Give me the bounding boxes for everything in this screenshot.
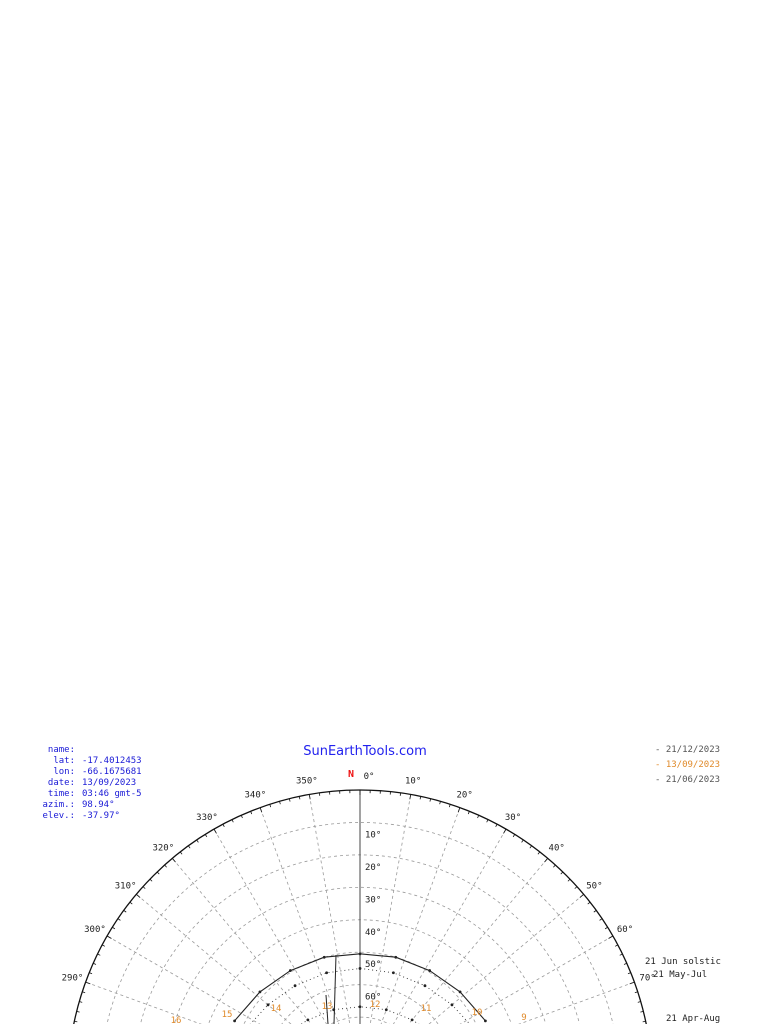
horizon-tick	[522, 840, 524, 842]
horizon-tick	[594, 910, 596, 912]
horizon-tick	[496, 824, 497, 827]
horizon-tick	[615, 945, 618, 946]
hour-marker	[294, 984, 297, 987]
hour-marker	[259, 991, 262, 994]
info-value: 98.94°	[82, 800, 115, 810]
azimuth-label: 320°	[152, 843, 175, 854]
horizon-tick	[580, 894, 584, 897]
horizon-tick	[309, 794, 310, 799]
azimuth-line	[214, 829, 360, 1024]
horizon-tick	[150, 879, 152, 881]
azimuth-label: 60°	[616, 925, 634, 935]
horizon-tick	[98, 954, 101, 955]
azimuth-label: 330°	[196, 812, 218, 823]
horizon-tick	[251, 811, 252, 814]
horizon-tick	[214, 829, 217, 833]
horizon-tick	[487, 820, 488, 823]
horizon-tick	[172, 858, 175, 862]
horizon-tick	[620, 954, 623, 955]
elevation-label: 20°	[365, 862, 382, 873]
horizon-tick	[468, 811, 469, 814]
elevation-label: 60°	[365, 992, 382, 1003]
azimuth-label: 290°	[61, 973, 84, 984]
info-label: date:	[47, 778, 75, 788]
hour-label: 10	[471, 1008, 483, 1018]
azimuth-line	[360, 829, 506, 1024]
north-marker: N	[347, 769, 355, 780]
horizon-tick	[624, 963, 627, 964]
hour-marker	[289, 969, 292, 972]
horizon-tick	[504, 829, 507, 833]
horizon-tick	[93, 963, 96, 964]
elevation-label: 40°	[365, 927, 382, 938]
hour-marker	[451, 1003, 454, 1006]
polar-grid	[68, 790, 652, 1024]
azimuth-line	[172, 858, 360, 1024]
horizon-tick	[102, 945, 105, 946]
axis-labels	[62, 772, 721, 1024]
azimuth-label: 50°	[586, 881, 603, 892]
horizon-tick	[609, 936, 613, 939]
horizon-tick	[232, 820, 233, 823]
horizon-tick	[538, 852, 540, 854]
hour-marker	[394, 956, 397, 959]
horizon-tick	[410, 794, 411, 799]
hour-marker	[233, 1019, 236, 1022]
horizon-tick	[241, 815, 242, 818]
azimuth-label: 20°	[456, 790, 473, 801]
info-label: time:	[47, 789, 75, 799]
horizon-tick	[197, 840, 199, 842]
hour-marker	[459, 991, 462, 994]
info-value: 03:46 gmt-5	[82, 789, 142, 799]
hour-marker	[323, 956, 326, 959]
hour-label: 15	[221, 1010, 233, 1020]
info-label: elev.:	[42, 811, 75, 821]
horizon-tick	[118, 919, 120, 921]
site-title[interactable]: SunEarthTools.com	[303, 744, 427, 759]
horizon-tick	[130, 902, 132, 904]
elevation-label: 10°	[365, 830, 382, 841]
info-value: -66.1675681	[82, 767, 142, 777]
elevation-label: 50°	[365, 960, 382, 971]
azimuth-label: 10°	[405, 776, 422, 787]
hour-marker	[392, 971, 395, 974]
hour-marker	[385, 1008, 388, 1011]
horizon-tick	[458, 808, 460, 813]
azimuth-line	[360, 794, 411, 1024]
horizon-tick	[575, 887, 577, 889]
info-label: azim.:	[42, 800, 75, 810]
hour-label: 9	[521, 1013, 527, 1023]
hour-marker	[306, 1018, 309, 1021]
info-value: 13/09/2023	[82, 778, 137, 788]
legend-entry: - 21/12/2023	[655, 745, 721, 755]
horizon-tick	[568, 879, 570, 881]
azimuth-label: 310°	[114, 881, 137, 892]
hour-marker	[424, 984, 427, 987]
azimuth-label: 40°	[548, 843, 565, 854]
hour-marker	[411, 1018, 414, 1021]
horizon-tick	[600, 919, 602, 921]
horizon-tick	[107, 936, 111, 939]
horizon-tick	[513, 834, 515, 837]
info-value: -37.97°	[82, 811, 120, 821]
curve-label: 21 Jun solstic	[645, 957, 721, 967]
info-label: lon:	[53, 767, 75, 777]
horizon-tick	[89, 973, 92, 974]
curve-label: 21 Apr-Aug	[666, 1014, 721, 1024]
horizon-tick	[478, 815, 479, 818]
info-value: -17.4012453	[82, 756, 142, 766]
curve-label: 21 May-Jul	[653, 970, 708, 980]
azimuth-label: 350°	[296, 776, 318, 787]
hour-label: 14	[270, 1004, 282, 1014]
horizon-tick	[530, 846, 532, 848]
horizon-tick	[124, 910, 126, 912]
horizon-tick	[630, 982, 635, 984]
azimuth-label: 0°	[363, 772, 375, 782]
legend-entry: - 21/06/2023	[655, 775, 721, 785]
horizon-tick	[260, 808, 262, 813]
location-info	[42, 745, 141, 821]
azimuth-label: 340°	[244, 790, 267, 801]
legend	[655, 745, 720, 785]
legend-entry: - 13/09/2023	[655, 760, 721, 770]
horizon-tick	[86, 982, 91, 984]
horizon-tick	[180, 852, 182, 854]
azimuth-label: 300°	[84, 925, 106, 935]
info-label: lat:	[53, 756, 75, 766]
horizon-tick	[136, 894, 140, 897]
hour-marker	[359, 1005, 362, 1008]
horizon-tick	[188, 846, 190, 848]
horizon-tick	[165, 865, 167, 867]
horizon-tick	[605, 927, 608, 929]
info-label: name:	[47, 745, 75, 755]
horizon-tick	[112, 927, 115, 929]
hour-marker	[484, 1019, 487, 1022]
horizon-tick	[157, 872, 159, 874]
azimuth-label: 30°	[504, 812, 522, 823]
horizon-tick	[544, 858, 547, 862]
horizon-tick	[553, 865, 555, 867]
hour-marker	[428, 969, 431, 972]
azimuth-label: 70°	[639, 973, 656, 984]
hour-label: 12	[369, 1000, 381, 1010]
horizon-tick	[588, 902, 590, 904]
hour-marker	[359, 952, 362, 955]
horizon-tick	[628, 973, 631, 974]
hour-label: 11	[420, 1004, 432, 1014]
azimuth-line	[360, 858, 548, 1024]
hour-marker	[267, 1003, 270, 1006]
hour-label: 16	[170, 1016, 182, 1024]
horizon-tick	[205, 834, 207, 837]
horizon-tick	[561, 872, 563, 874]
azimuth-line	[260, 808, 360, 1024]
horizon-tick	[223, 824, 224, 827]
horizon-tick	[143, 887, 145, 889]
hour-marker	[325, 971, 328, 974]
hour-label: 13	[321, 1002, 333, 1012]
hour-marker	[359, 967, 362, 970]
elevation-label: 30°	[365, 895, 382, 906]
